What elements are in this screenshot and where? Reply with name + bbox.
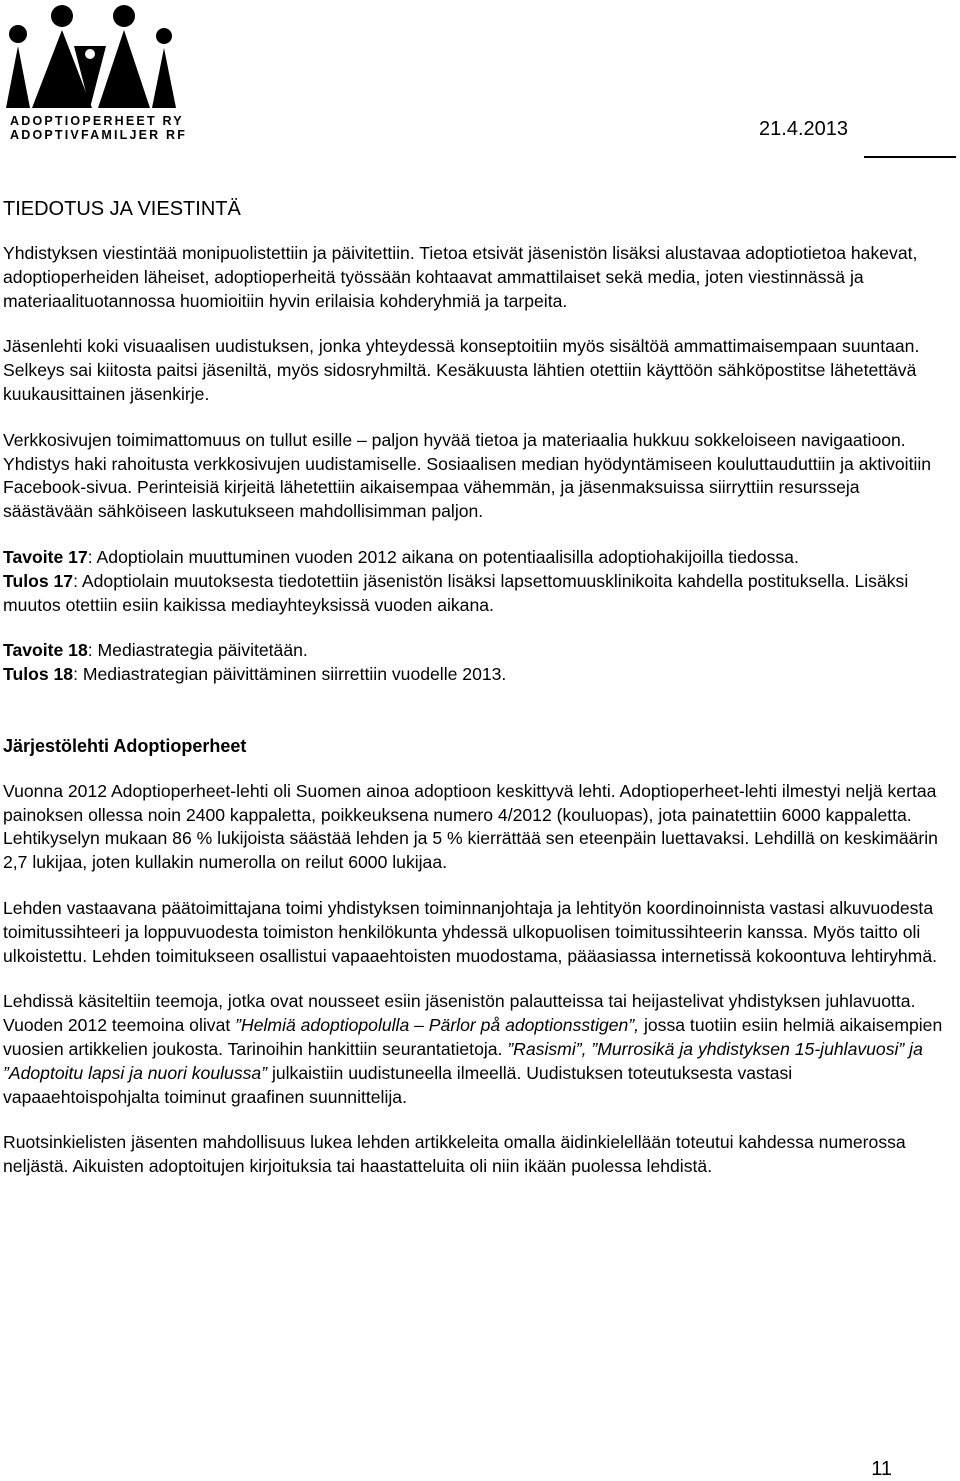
subsection-title: Järjestölehti Adoptioperheet — [3, 735, 247, 756]
result-18 — [3, 663, 953, 687]
paragraph-editorial-team: Lehden vastaavana päätoimittajana toimi yhdistyksen toiminnanjohtaja ja lehtityön koordinoinnista vastasi alkuvuodesta toimitussihteeri ja loppuvuodesta toimiston henkilökunta yhdessä ulkopuolisen toimitussihteerin kanssa. Myös taitto oli ulkoistettu. Lehden toimitukseen osallistui vapaaehtoisten muodostama, pääasiassa internetissä kokoontuva lehtiryhmä. — [3, 897, 937, 966]
goal-18 — [3, 639, 953, 663]
section-title: TIEDOTUS JA VIESTINTÄ — [3, 198, 241, 220]
themes-text-2: jossa tuotiin esiin helmiä aikaisempien vuosien artikkelien joukosta. Tarinoihin hankittiin seurantatietoja. — [3, 1015, 943, 1059]
themes-italic-2: ”Rasismi”, ”Murrosikä ja yhdistyksen 15-juhlavuosi” ja ”Adoptoitu lapsi ja nuori koulussa” — [3, 1038, 923, 1083]
document-date: 21.4.2013 — [759, 118, 848, 140]
result-17 — [3, 570, 953, 618]
organization-logo — [4, 4, 188, 142]
page-number: 11 — [871, 1458, 892, 1480]
themes-italic-1: ”Helmiä adoptiopolulla – Pärlor på adoptionsstigen”, — [235, 1015, 640, 1036]
result-17-text: : Adoptiolain muutoksesta tiedotettiin jäsenistön lisäksi lapsettomuusklinikoita kahdella postituksella. Lisäksi muutos otettiin esiin kaikissa mediayhteyksissä vuoden aikana. — [3, 570, 909, 615]
goal-17-label: Tavoite 17 — [3, 546, 88, 567]
result-17-label: Tulos 17 — [3, 570, 74, 591]
header-divider — [864, 156, 956, 158]
result-18-label: Tulos 18 — [3, 664, 74, 685]
goal-18-label: Tavoite 18 — [3, 640, 88, 661]
paragraph-themes — [3, 990, 953, 1109]
themes-text-1: Lehdissä käsiteltiin teemoja, jotka ovat nousseet esiin jäsenistön palautteissa tai heijastelivat yhdistyksen juhlavuotta. Vuoden 2012 teemoina olivat — [3, 991, 916, 1036]
paragraph-magazine-stats: Vuonna 2012 Adoptioperheet-lehti oli Suomen ainoa adoptioon keskittyvä lehti. Adoptioperheet-lehti ilmestyi neljä kertaa painoksen ollessa noin 2400 kappaletta, poikkeuksena numero 4/2012 (kouluopas), jota painatettiin 6000 kappaletta. Lehtikyselyn mukaan 86 % lukijoista säästää lehden ja 5 % kierrättää sen eteenpäin luettavaksi. Lehdillä on keskimäärin 2,7 lukijaa, joten kullakin numerolla on reilut 6000 lukijaa. — [3, 780, 938, 873]
goal-17 — [3, 546, 953, 570]
family-figures-logo-icon — [4, 4, 176, 116]
paragraph-member-magazine: Jäsenlehti koki visuaalisen uudistuksen, jonka yhteydessä konseptoitiin myös sisältöä ammattimaisempaan suuntaan. Selkeys sai kiitosta paitsi jäseniltä, myös sidosryhmiltä. Kesäkuusta lähtien otettiin käyttöön sähköpostitse lähetettävä kuukausittainen jäsenkirje. — [3, 336, 920, 404]
goal-18-text: : Mediastrategia päivitetään. — [87, 640, 308, 661]
document-body — [3, 196, 953, 1179]
paragraph-communication-intro: Yhdistyksen viestintää monipuolistettiin ja päivitettiin. Tietoa etsivät jäsenistön lisäksi alustavaa adoptiotietoa hakevat, adoptioperheiden läheiset, adoptioperheitä työssään kohtaavat ammattilaiset sekä media, joten viestinnässä ja materiaalituotannossa huomioitiin hyvin erilaisia kohderyhmiä ja tarpeita. — [3, 243, 918, 311]
themes-text-3: julkaistiin uudistuneella ilmeellä. Uudistuksen toteutuksesta vastasi vapaaehtoispohjalta toiminut graafinen suunnittelija. — [3, 1062, 793, 1107]
paragraph-website: Verkkosivujen toimimattomuus on tullut esille – paljon hyvää tietoa ja materiaalia hukkuu sokkeloiseen navigaatioon. Yhdistys haki rahoitusta verkkosivujen uudistamiselle. Sosiaalisen median hyödyntämiseen kouluttauduttiin ja aktivoitiin Facebook-sivua. Perinteisiä kirjeitä lähetettiin aikaisempaa vähemmän, ja jäsenmaksuissa siirryttiin resursseja säästävään sähköiseen laskutukseen mahdollisimman paljon. — [3, 429, 932, 522]
logo-text-line-1: ADOPTIOPERHEET RY — [10, 114, 184, 128]
result-18-text: : Mediastrategian päivittäminen siirrettiin vuodelle 2013. — [73, 664, 507, 685]
goal-17-text: : Adoptiolain muuttuminen vuoden 2012 aikana on potentiaalisilla adoptiohakijoilla tiedossa. — [87, 546, 799, 567]
paragraph-swedish-members: Ruotsinkielisten jäsenten mahdollisuus lukea lehden artikkeleita omalla äidinkielellään toteutui kahdessa numerossa neljästä. Aikuisten adoptoitujen kirjoituksia tai haastatteluita oli niin ikään puolessa lehdistä. — [3, 1132, 906, 1177]
logo-text-line-2: ADOPTIVFAMILJER RF — [10, 128, 188, 142]
